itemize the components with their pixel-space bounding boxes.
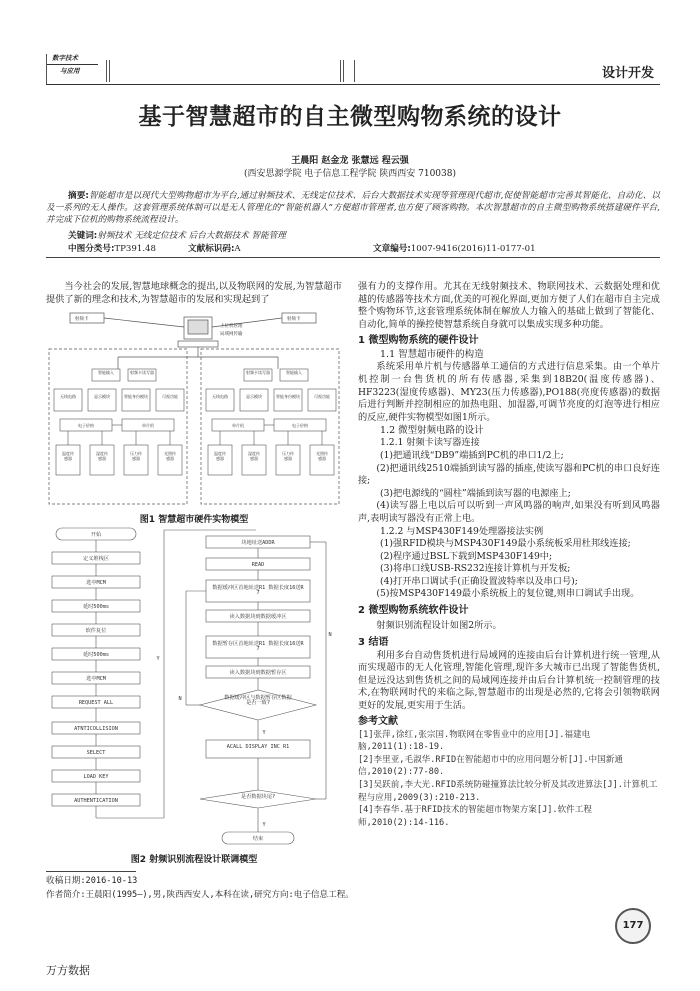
section-1-2-1-heading: 1.2.1 射频卡读写器连接: [380, 437, 480, 449]
fc-left-label: SELECT: [86, 750, 106, 756]
fig1-left-bottom-label: 湿度传感器: [96, 451, 108, 461]
section-1-2-2-heading: 1.2.2 与MSP430F149处理器接法实例: [380, 525, 544, 537]
fc-left-label: ATNTICOLLISION: [74, 726, 118, 732]
abstract-label: 摘要:: [68, 191, 89, 201]
fc-left-label: 延时500ms: [83, 652, 109, 658]
fig1-right-mid-label: 单片机: [232, 423, 244, 428]
fc-yes-label: Y: [262, 730, 266, 736]
fig1-left-bottom-label: 光照传感器: [164, 451, 176, 461]
abstract: [46, 190, 660, 227]
references-heading: 参考文献: [358, 715, 398, 727]
rc-m1: (1)强RFID模块与MSP430F149最小系统板采用杜邦线连接;: [380, 538, 631, 550]
affiliation: (西安思源学院 电子信息工程学院 陕西西安 710038): [244, 169, 456, 179]
ref-1: [1]张萍,徐红,张宗国.物联网在零售业中的应用[J].福建电脑,2011(1):18-19.: [358, 729, 591, 753]
fc-right-label: 数据暂存区首地址送R1 数据长度16送R 7: [212, 641, 304, 652]
rc-list-1: (1)把通讯线“DB9”端插到PC机的串口1/2上;: [380, 449, 564, 461]
watermark: 万方数据: [46, 964, 90, 977]
ref-3: [3]吴跃前,李大光.RFID系统防碰撞算法比较分析及其改进算法[J].计算机工程与应用,2009(3):210-213.: [358, 780, 658, 803]
fc-left-label: 延时500ms: [83, 604, 109, 610]
fig1-left-row-label: 智能身份模块: [124, 394, 148, 399]
figure-2-flowchart: [46, 526, 342, 852]
ref-2: [2]李里亚,毛淑华.RFID在智能超市中的应用问题分析[J].中国新通信,2010(2):77-80.: [358, 754, 623, 778]
rc-m2: (2)程序通过BSL下载到MSP430F149中;: [380, 550, 553, 562]
rc-m3: (3)将串口线USB-RS232连接计算机与开发板;: [380, 563, 571, 575]
fig1-left-row-box: [156, 389, 184, 411]
fc-right-label: 数据缓冲区与数据暂存区数据是否一致?: [224, 695, 292, 706]
doc-label: 文献标识码:: [188, 244, 235, 254]
fig1-reader-right: 射频卡: [287, 317, 301, 322]
figure-2-caption: 图2 射频识别流程设计联调模型: [130, 855, 258, 865]
fig1-left-bottom-label: 压力传感器: [130, 451, 142, 461]
fig1-left-top-label: 射频卡读写器: [130, 370, 154, 375]
received-date: 收稿日期:2016-10-13: [46, 876, 138, 886]
section-1-heading: 1 微型购物系统的硬件设计: [358, 335, 479, 347]
fig1-left-bottom-label: 温度传感器: [62, 451, 74, 461]
header-rule-right2: [354, 60, 358, 82]
ref-4: [4]李春华.基于RFID技术的智能超市物架方案[J].软件工程师,2010(2):14-116.: [358, 805, 592, 828]
rc-list-2: (2)把通讯线2510端插到读写器的插座,使读写器和PC机的串口良好连接;: [358, 462, 660, 487]
header-rule-left: [106, 60, 110, 82]
fig1-right-row-label: 无线电路: [212, 394, 228, 399]
fc-left-label: LOAD KEY: [83, 774, 109, 780]
article-title: 基于智慧超市的自主微型购物系统的设计: [138, 103, 562, 130]
fig1-left-row-box: [122, 389, 150, 411]
fc-right-label: READ: [251, 562, 265, 568]
keywords: 射频技术 无线定位技术 后台大数据技术 智能管理: [97, 231, 286, 241]
fc-left-label: 开始: [90, 532, 102, 538]
cls-value: TP391.48: [114, 244, 156, 254]
cls-label: 中图分类号:: [68, 244, 115, 254]
rc-m5: (5)按MSP430F149最小系统板上的复位键,则串口调试手出现。: [376, 588, 640, 600]
fig1-left-row-label: 可视功能: [162, 394, 178, 399]
page-badge: [615, 908, 651, 944]
fig1-net: 局域网传输: [220, 332, 243, 337]
footer-divider: [46, 871, 136, 872]
fc-left-label: 选中MCM: [86, 580, 106, 586]
fig1-right-bottom-label: 温度传感器: [214, 451, 226, 461]
author-bio: 作者简介:王晨阳(1995—),男,陕西西安人,本科在读,研究方向:电子信息工程。: [46, 890, 354, 900]
fc-left-label: 选中MCM: [86, 676, 106, 682]
fig1-right-row-label: 智能身份模块: [276, 394, 300, 399]
article-no-label: 文章编号:: [373, 244, 411, 254]
section-1-2-heading: 1.2 微型射频电路的设计: [380, 425, 484, 437]
fc-left-label: AUTHENTICATION: [74, 798, 118, 804]
fc-right-label: 块地址送ADDR: [241, 540, 275, 546]
fc-yes-label: Y: [156, 656, 160, 662]
abstract-text: 智能超市是以现代大型购物超市为平台,通过射频技术、无线定位技术、后台大数据技术实现等管理现代超市,促使智能超市完善其智能化、自动化、以及一系列的无人操作。这套管理系统体制可以是无人管理化的“智能机器人”方便超市管理者,也方便了顾客购物。本次智慧超市的自主微型购物系统搭建硬件平台,并完成下位机的购物系统流程设计。: [46, 191, 661, 226]
fig1-right-row-box: [240, 389, 268, 411]
fig1-left-row-label: 无线电路: [60, 394, 76, 399]
fig1-right-top-label: 智能输入: [286, 370, 302, 375]
journal-name-line2: 与应用: [60, 67, 80, 75]
keywords-line: [68, 229, 286, 241]
fig1-right-bottom-label: 湿度传感器: [248, 451, 260, 461]
rc-paragraph-4: 利用多台自动售货机进行局域网的连接由后台计算机进行统一管理,从而实现超市的无人化管理,智能化管理,现许多大城市已出现了智能售货机,但是远没达到售货机之间的局域网连接并由后台计算机统一控制管理的技术,在物联网时代的来临之际,智慧超市的出现是必然的,它将会引领物联网更好的发展,更实用于生活。: [358, 649, 660, 712]
keywords-label: 关键词:: [68, 231, 98, 241]
fig1-left-row-box: [88, 389, 116, 411]
fig1-right-row-box: [206, 389, 234, 411]
fc-left-label: 定义堆栈区: [83, 556, 109, 562]
authors: 王晨阳 赵金龙 张慧远 程云强: [291, 156, 409, 166]
rc-list-3: (3)把电源线的“圆柱”端插到读写器的电源座上;: [380, 487, 571, 499]
figure-1-diagram: [46, 311, 342, 509]
fig1-right-top-label: 射频卡读写器: [246, 370, 270, 375]
fig1-left-top-label: 智能输入: [98, 370, 114, 375]
fig1-right-mid-label: 电子价格: [292, 423, 308, 428]
fig1-right-row-label: 显示模块: [246, 394, 262, 399]
rc-list-4: (4)读写器上电以后可以听到一声风鸣器的响声,如果没有听到风鸣器声,表明读写器没有正常上电。: [358, 500, 660, 524]
fig1-right-row-box: [308, 389, 336, 411]
fc-right-label: 读入数据块到数据暂存区: [229, 670, 287, 676]
right-column: [358, 281, 660, 829]
figure-1-caption: 图1 智慧超市硬件实物模型: [139, 515, 249, 525]
fc-left-label: REQUEST ALL: [78, 700, 114, 706]
fc-right-label: 数据缓冲区首地址送R1 数据长度16送R 7: [212, 585, 304, 596]
fc-yes-label: Y: [262, 822, 266, 828]
doc-value: A: [234, 244, 241, 254]
fc-right-label: ACALL DISPLAY INC R1: [226, 744, 290, 750]
fc-right-label: 是否数据块尾?: [240, 794, 276, 800]
title-divider: [46, 257, 660, 258]
fig1-left-mid-label: 单片机: [142, 423, 154, 428]
fig1-left-mid-label: 电子价格: [78, 423, 94, 428]
journal-name-line1: 数字技术: [52, 54, 78, 62]
fig1-pc: 上位机管理: [220, 324, 243, 329]
fig1-left-row-label: 显示模块: [94, 394, 110, 399]
fig1-right-bottom-label: 压力传感器: [282, 451, 294, 461]
fig1-right-bottom-label: 光照传感器: [316, 451, 328, 461]
section-3-heading: 3 结语: [358, 636, 389, 648]
rc-paragraph-2: 系统采用单片机与传感器单工通信的方式进行信息采集。由一个单片机控制一台售货机的所有传感器,采集到18B20(温度传感器)、HF3223(湿度传感器)、MY23(压力传感器),PO188(亮度传感器)的数据后进行判断并控制相应的加热电阻、加湿器,可调节亮度的灯泡等进行相应的反应,硬件实物模型如图1所示。: [358, 361, 660, 423]
rc-paragraph-3: 射频识别流程设计如图2所示。: [376, 620, 502, 632]
page-number: 177: [622, 920, 644, 931]
rc-m4: (4)打开串口调试手(正确设置波特率以及串口号);: [380, 575, 578, 587]
fig1-left-row-box: [54, 389, 82, 411]
fc-right-label: 读入数据块到数据缓冲区: [229, 614, 287, 620]
fc-left-label: 软件复位: [85, 628, 107, 634]
rc-paragraph-1: 强有力的支撑作用。尤其在无线射频技术、物联网技术、云数据处理和优越的传感器等技术方面,优美的可视化界面,更加方便了人们在超市自主完成整个购物环节,这套管理系统体制在解放人力输入的基础上做到了智能化、自动化,简单的操控使智慧系统自身就可以集成实现多种功能。: [358, 281, 660, 330]
fc-no-label: N: [328, 632, 332, 638]
fig1-reader-left: 射频卡: [75, 317, 89, 322]
header-rule-right: [340, 60, 344, 82]
article-no: 1007-9416(2016)11-0177-01: [410, 244, 536, 254]
journal-logo: [46, 54, 98, 84]
fc-no-label: N: [178, 696, 182, 702]
fig1-right-row-box: [274, 389, 302, 411]
section-label: 设计开发: [601, 66, 654, 81]
section-2-heading: 2 微型购物系统软件设计: [358, 605, 469, 617]
fig1-right-row-label: 可视功能: [314, 394, 330, 399]
fc-right-label: 结束: [252, 836, 264, 842]
section-1-1-heading: 1.1 智慧超市硬件的构造: [380, 349, 484, 361]
intro-paragraph: 当今社会的发展,智慧地球概念的提出,以及物联网的发展,为智慧超市提供了新的理念和技术,为智慧超市的发展和实现起到了: [46, 281, 342, 305]
classification-line: [68, 242, 660, 254]
header-underline: [46, 84, 660, 85]
